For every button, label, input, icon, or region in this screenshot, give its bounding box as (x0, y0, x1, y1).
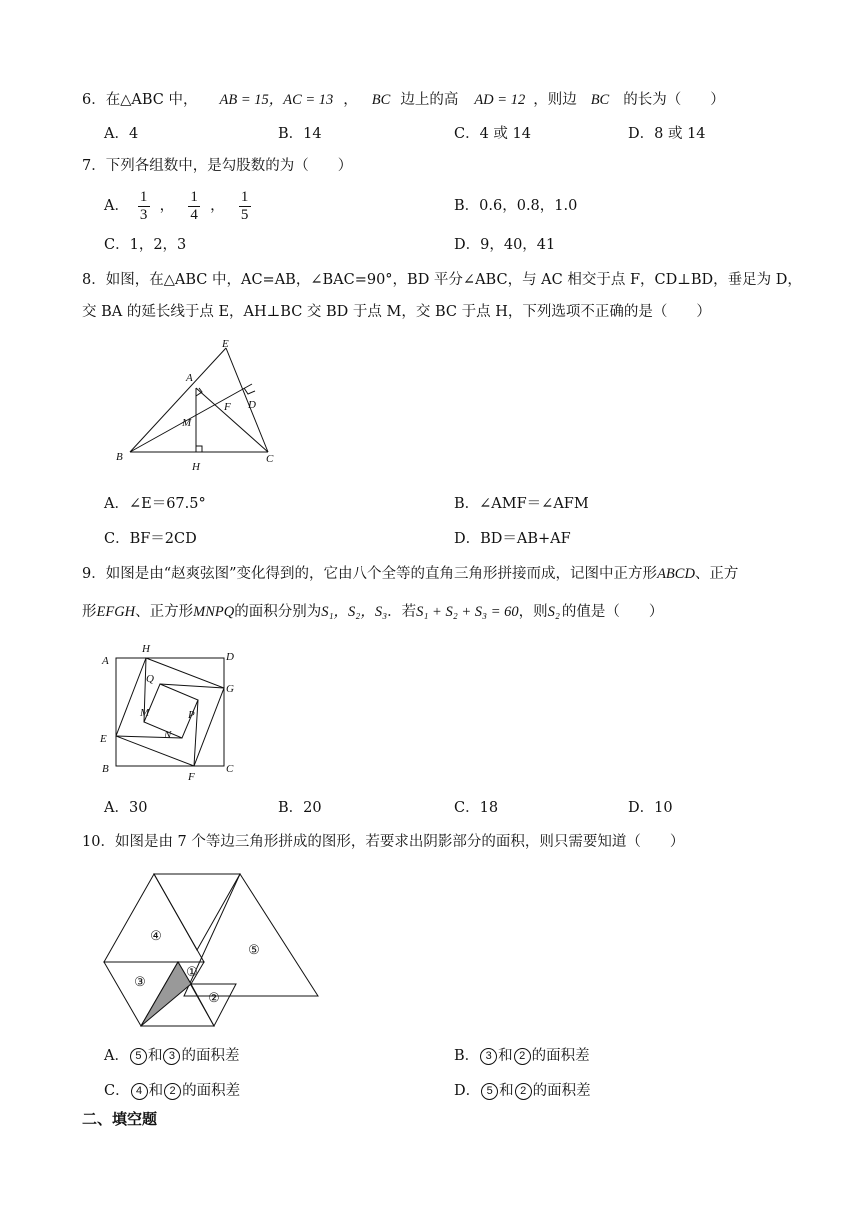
label-B: B (116, 451, 123, 463)
circled-number: 2 (164, 1083, 181, 1100)
q6-option-c: C．4 或 14 (454, 126, 531, 142)
fraction: $\frac{1}{3}$ (138, 189, 150, 224)
q7-option-c: C．1，2，3 (104, 237, 187, 253)
label-H: H (192, 461, 200, 473)
label-G: G (226, 683, 234, 695)
label-M: M (140, 707, 150, 719)
q8-triangle-figure (108, 338, 288, 478)
q9-option-c: C．18 (454, 800, 499, 816)
q6-stem-b: 边上的高 (400, 92, 459, 108)
q9-zhaoshuang-figure (98, 638, 248, 783)
q7-option-d: D．9，40，41 (454, 237, 556, 253)
q6-option-b: B．14 (278, 126, 322, 142)
q8-option-d: D．BD＝AB+AF (454, 531, 571, 547)
circled-number: 2 (514, 1048, 531, 1065)
q10-option-a: A． 5 和 3 的面积差 (104, 1048, 240, 1064)
circled-number: 4 (131, 1083, 148, 1100)
q6-sep: ， (343, 92, 358, 108)
q6-stem (82, 90, 725, 110)
q10-option-d: D． 5 和 2 的面积差 (454, 1083, 591, 1099)
q9-option-a: A．30 (104, 800, 148, 816)
label-A: A (186, 372, 193, 384)
circled-number: 3 (163, 1048, 180, 1065)
q6-stem-a: 6．在△ABC 中， (82, 92, 198, 108)
label-triangle-5: ⑤ (248, 942, 260, 957)
label-B: B (102, 763, 109, 775)
label-triangle-2: ② (208, 990, 220, 1005)
fraction: $\frac{1}{5}$ (239, 189, 251, 224)
q6-eq2: AD = 12 (474, 92, 526, 108)
label-P: P (188, 709, 195, 721)
label-E: E (222, 338, 229, 350)
q10-option-c: C． 4 和 2 的面积差 (104, 1083, 241, 1099)
circled-number: 5 (130, 1048, 147, 1065)
q7-option-a: A． $\frac{1}{3}$ ， $\frac{1}{4}$ ， $\frac{1}{5}$ (104, 186, 255, 226)
q8-option-c: C．BF＝2CD (104, 531, 197, 547)
label-C: C (226, 763, 234, 775)
q9-option-b: B．20 (278, 800, 322, 816)
q8-option-b: B．∠AMF＝∠AFM (454, 496, 589, 512)
q6-option-d: D．8 或 14 (628, 126, 706, 142)
q6-bc2: BC (590, 92, 610, 108)
q9-option-d: D．10 (628, 800, 673, 816)
section-heading: 二、填空题 (82, 1110, 158, 1128)
label-D: D (248, 399, 256, 411)
circled-number: 2 (515, 1083, 532, 1100)
label-A: A (102, 655, 109, 667)
label-F: F (224, 401, 231, 413)
q10-triangles-figure (100, 870, 330, 1030)
label-M: M (182, 417, 192, 429)
q7-option-a-label: A． (104, 198, 129, 214)
q6-bc1: BC (371, 92, 391, 108)
label-F: F (188, 771, 195, 783)
q8-stem-line1: 8．如图，在△ABC 中，AC=AB，∠BAC=90°，BD 平分∠ABC，与 AC 相交于点 F，CD⊥BD，垂足为 D， (82, 272, 802, 288)
q7-option-b: B．0.6，0.8，1.0 (454, 198, 578, 214)
q6-option-a: A．4 (104, 126, 139, 142)
q9-square-mnpq: MNPQ (193, 604, 235, 620)
q7-stem: 7．下列各组数中，是勾股数的为（ ） (82, 158, 353, 174)
label-H: H (142, 643, 150, 655)
q10-stem: 10．如图是由 7 个等边三角形拼成的图形，若要求出阴影部分的面积，则只需要知道（ ） (82, 834, 685, 850)
q9-square-abcd: ABCD (657, 566, 695, 582)
label-Q: Q (146, 673, 154, 685)
q9-stem-line1: 9．如图是由“赵爽弦图”变化得到的，它由八个全等的直角三角形拼接而成，记图中正方形ABCD、正方 (82, 566, 739, 582)
label-E: E (100, 733, 107, 745)
label-C: C (266, 453, 274, 465)
circled-number: 3 (480, 1048, 497, 1065)
label-triangle-1: ① (186, 964, 198, 979)
q6-eq1: AB = 15，AC = 13 (219, 92, 334, 108)
q6-stem-d: 的长为（ ） (623, 92, 725, 108)
label-triangle-4: ④ (150, 928, 162, 943)
q8-option-a: A．∠E＝67.5° (104, 496, 206, 512)
q9-square-efgh: EFGH (96, 604, 136, 620)
q6-stem-c: ，则边 (533, 92, 577, 108)
circled-number: 5 (481, 1083, 498, 1100)
q10-option-b: B． 3 和 2 的面积差 (454, 1048, 590, 1064)
label-N: N (164, 729, 172, 741)
fraction: $\frac{1}{4}$ (188, 189, 200, 224)
q9-stem-line2: 形EFGH、正方形MNPQ的面积分别为S₁，S₂，S₃．若S₁ + S₂ + S₃ = 60，则S₂ 的值是（ ） (82, 604, 664, 620)
label-D: D (226, 651, 234, 663)
label-triangle-3: ③ (134, 974, 146, 989)
q8-stem-line2: 交 BA 的延长线于点 E，AH⊥BC 交 BD 于点 M，交 BC 于点 H，下列选项不正确的是（ ） (82, 304, 711, 320)
